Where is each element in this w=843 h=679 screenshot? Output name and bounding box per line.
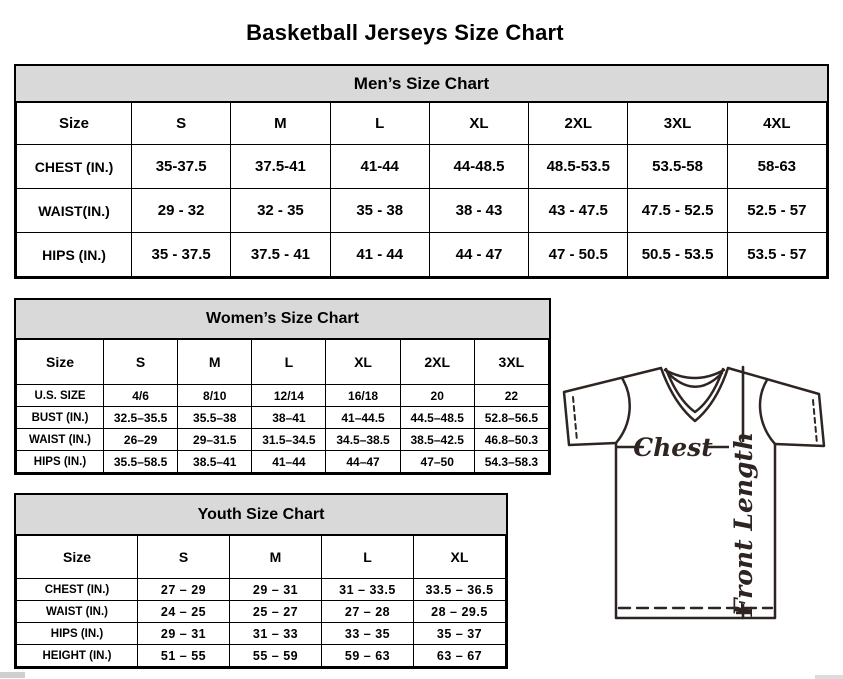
column-header: 3XL — [474, 340, 548, 385]
column-header: XL — [326, 340, 400, 385]
size-value-cell: 48.5-53.5 — [529, 145, 628, 189]
chest-label: Chest — [633, 433, 713, 462]
mens-size-chart — [14, 64, 829, 279]
column-header: Size — [17, 340, 104, 385]
size-value-cell: 63 – 67 — [414, 645, 506, 667]
row-label: HIPS (IN.) — [17, 233, 132, 277]
size-value-cell: 53.5 - 57 — [727, 233, 826, 277]
column-header: S — [138, 536, 230, 579]
size-value-cell: 35 – 37 — [414, 623, 506, 645]
row-label: WAIST(IN.) — [17, 189, 132, 233]
size-value-cell: 50.5 - 53.5 — [628, 233, 727, 277]
row-label: BUST (IN.) — [17, 407, 104, 429]
size-value-cell: 37.5-41 — [231, 145, 330, 189]
table-row — [17, 579, 506, 601]
size-value-cell: 35-37.5 — [132, 145, 231, 189]
size-value-cell: 35.5–38 — [178, 407, 252, 429]
column-header: S — [104, 340, 178, 385]
size-value-cell: 27 – 28 — [322, 601, 414, 623]
youth-size-table — [16, 535, 506, 667]
size-value-cell: 32 - 35 — [231, 189, 330, 233]
size-value-cell: 58-63 — [727, 145, 826, 189]
size-value-cell: 29 – 31 — [138, 623, 230, 645]
column-header: M — [178, 340, 252, 385]
size-value-cell: 25 – 27 — [230, 601, 322, 623]
size-value-cell: 38.5–41 — [178, 451, 252, 473]
column-header: XL — [414, 536, 506, 579]
mens-chart-header: Men’s Size Chart — [16, 66, 827, 102]
right-armhole-seam — [760, 380, 775, 444]
size-value-cell: 27 – 29 — [138, 579, 230, 601]
size-value-cell: 43 - 47.5 — [529, 189, 628, 233]
size-value-cell: 51 – 55 — [138, 645, 230, 667]
size-value-cell: 4/6 — [104, 385, 178, 407]
column-header: XL — [429, 103, 528, 145]
size-value-cell: 26–29 — [104, 429, 178, 451]
size-value-cell: 20 — [400, 385, 474, 407]
row-label: CHEST (IN.) — [17, 145, 132, 189]
size-value-cell: 34.5–38.5 — [326, 429, 400, 451]
column-header: L — [330, 103, 429, 145]
size-value-cell: 12/14 — [252, 385, 326, 407]
size-value-cell: 29–31.5 — [178, 429, 252, 451]
size-value-cell: 8/10 — [178, 385, 252, 407]
size-value-cell: 54.3–58.3 — [474, 451, 548, 473]
jersey-outline — [564, 368, 824, 618]
size-value-cell: 37.5 - 41 — [231, 233, 330, 277]
row-label: HIPS (IN.) — [17, 451, 104, 473]
size-value-cell: 33.5 – 36.5 — [414, 579, 506, 601]
size-value-cell: 59 – 63 — [322, 645, 414, 667]
womens-size-chart — [14, 298, 551, 475]
womens-size-table — [16, 339, 549, 473]
size-value-cell: 24 – 25 — [138, 601, 230, 623]
row-label: U.S. SIZE — [17, 385, 104, 407]
table-row — [17, 189, 827, 233]
column-header: 3XL — [628, 103, 727, 145]
table-row — [17, 145, 827, 189]
size-value-cell: 44 - 47 — [429, 233, 528, 277]
size-value-cell: 33 – 35 — [322, 623, 414, 645]
size-value-cell: 38 - 43 — [429, 189, 528, 233]
size-value-cell: 44–47 — [326, 451, 400, 473]
table-row — [17, 645, 506, 667]
row-label: CHEST (IN.) — [17, 579, 138, 601]
size-value-cell: 44-48.5 — [429, 145, 528, 189]
page-title: Basketball Jerseys Size Chart — [246, 19, 564, 45]
size-value-cell: 44.5–48.5 — [400, 407, 474, 429]
table-row — [17, 233, 827, 277]
column-header: Size — [17, 103, 132, 145]
column-header: S — [132, 103, 231, 145]
size-value-cell: 29 - 32 — [132, 189, 231, 233]
size-value-cell: 47–50 — [400, 451, 474, 473]
row-label: HEIGHT (IN.) — [17, 645, 138, 667]
size-value-cell: 41–44 — [252, 451, 326, 473]
size-value-cell: 38.5–42.5 — [400, 429, 474, 451]
size-value-cell: 52.8–56.5 — [474, 407, 548, 429]
column-header: Size — [17, 536, 138, 579]
womens-chart-header: Women’s Size Chart — [16, 300, 549, 339]
size-value-cell: 16/18 — [326, 385, 400, 407]
size-value-cell: 29 – 31 — [230, 579, 322, 601]
jersey-measurement-diagram — [556, 356, 842, 630]
column-header: M — [231, 103, 330, 145]
size-value-cell: 46.8–50.3 — [474, 429, 548, 451]
row-label: HIPS (IN.) — [17, 623, 138, 645]
size-value-cell: 31 – 33 — [230, 623, 322, 645]
screenshot-edge-artifact-left — [0, 672, 25, 678]
column-header: 2XL — [400, 340, 474, 385]
table-row — [17, 429, 549, 451]
column-header: 4XL — [727, 103, 826, 145]
left-armhole-seam — [616, 378, 630, 443]
size-value-cell: 55 – 59 — [230, 645, 322, 667]
row-label: WAIST (IN.) — [17, 429, 104, 451]
table-row — [17, 623, 506, 645]
size-value-cell: 41–44.5 — [326, 407, 400, 429]
screenshot-edge-artifact-right — [815, 675, 843, 679]
size-value-cell: 35 - 37.5 — [132, 233, 231, 277]
row-label: WAIST (IN.) — [17, 601, 138, 623]
size-value-cell: 35.5–58.5 — [104, 451, 178, 473]
youth-chart-header: Youth Size Chart — [16, 495, 506, 535]
column-header: L — [252, 340, 326, 385]
right-cuff-stitch — [813, 400, 817, 444]
column-header: 2XL — [529, 103, 628, 145]
table-row — [17, 407, 549, 429]
mens-size-table — [16, 102, 827, 277]
size-value-cell: 28 – 29.5 — [414, 601, 506, 623]
size-value-cell: 41-44 — [330, 145, 429, 189]
size-value-cell: 38–41 — [252, 407, 326, 429]
size-value-cell: 47.5 - 52.5 — [628, 189, 727, 233]
column-header: M — [230, 536, 322, 579]
size-value-cell: 35 - 38 — [330, 189, 429, 233]
column-header-row — [17, 103, 827, 145]
column-header-row — [17, 536, 506, 579]
size-value-cell: 31.5–34.5 — [252, 429, 326, 451]
size-value-cell: 41 - 44 — [330, 233, 429, 277]
table-row — [17, 385, 549, 407]
column-header-row — [17, 340, 549, 385]
size-value-cell: 32.5–35.5 — [104, 407, 178, 429]
table-row — [17, 601, 506, 623]
left-cuff-stitch — [573, 397, 577, 441]
column-header: L — [322, 536, 414, 579]
size-value-cell: 22 — [474, 385, 548, 407]
size-value-cell: 47 - 50.5 — [529, 233, 628, 277]
size-value-cell: 52.5 - 57 — [727, 189, 826, 233]
youth-size-chart — [14, 493, 508, 669]
size-value-cell: 53.5-58 — [628, 145, 727, 189]
front-length-label: Front Length — [729, 431, 758, 617]
size-value-cell: 31 – 33.5 — [322, 579, 414, 601]
table-row — [17, 451, 549, 473]
